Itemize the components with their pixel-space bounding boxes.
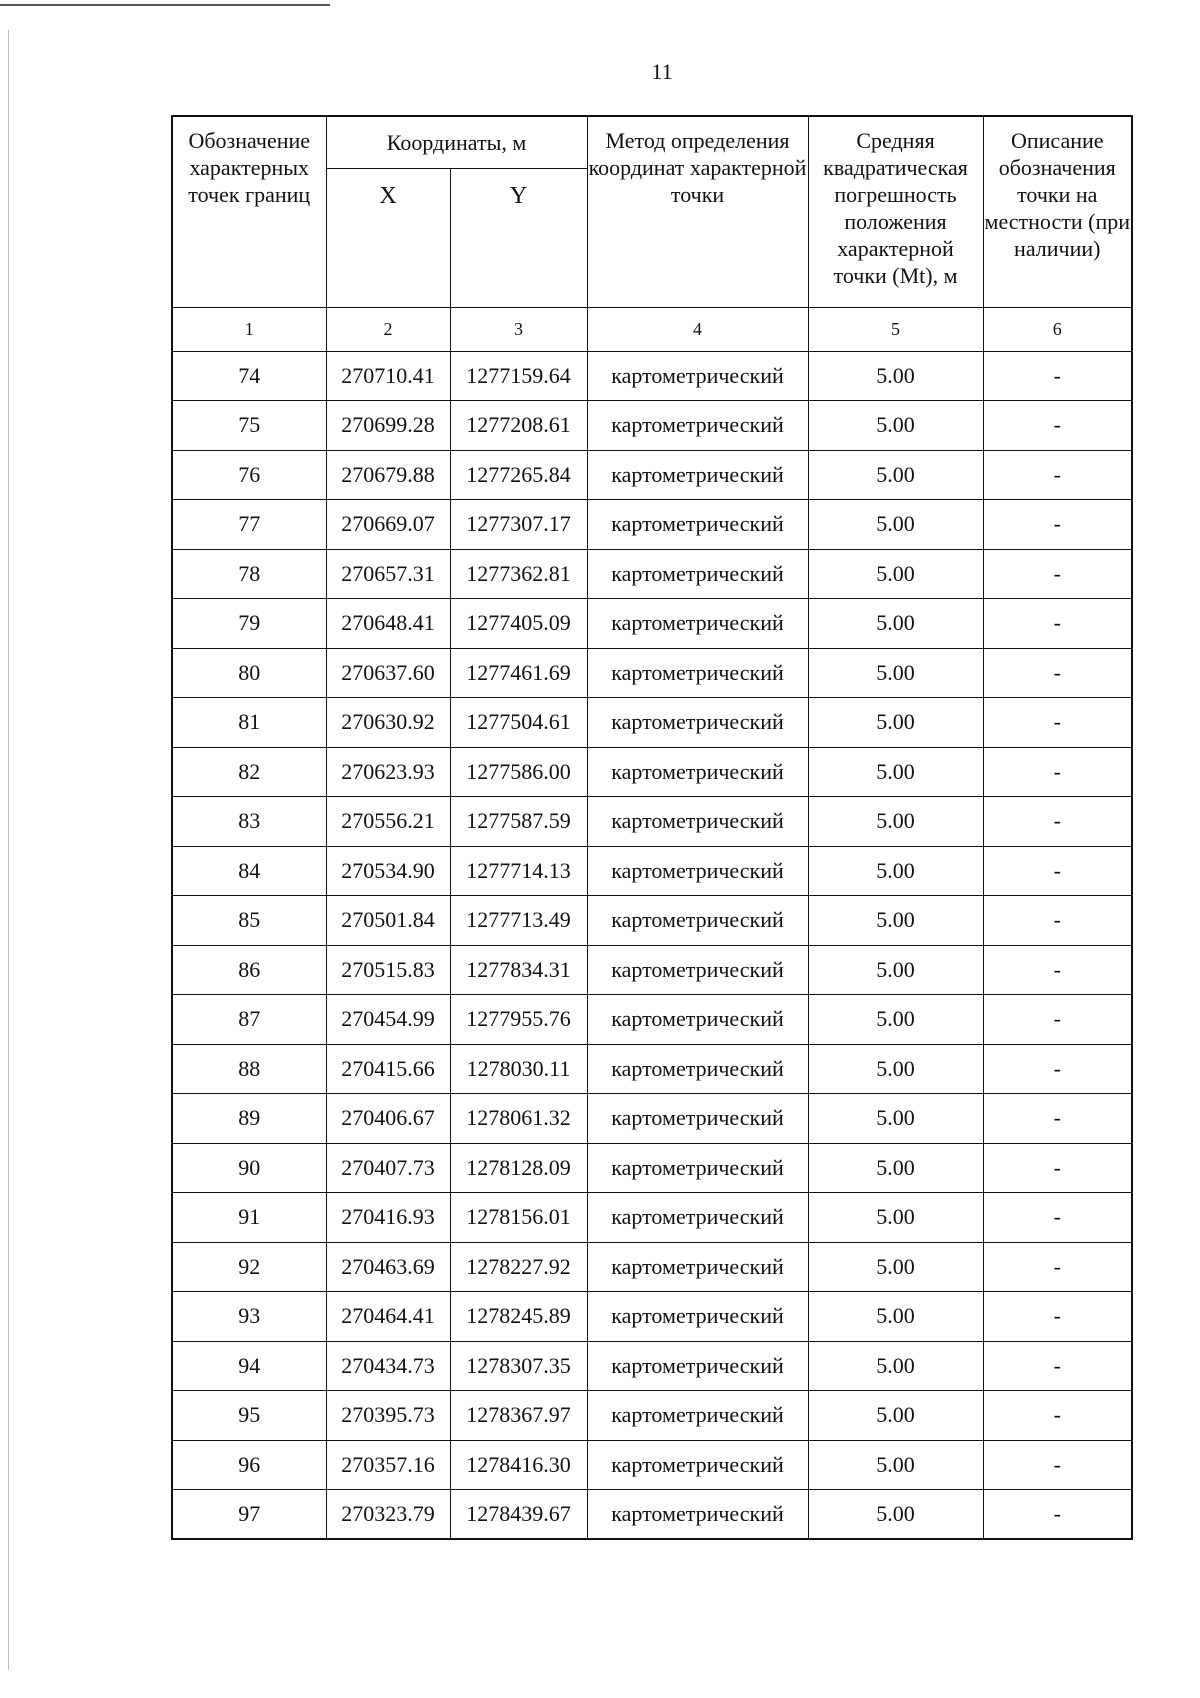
cell-method: картометрический: [587, 1193, 808, 1243]
cell-method: картометрический: [587, 1391, 808, 1441]
column-number: 3: [450, 307, 587, 351]
cell-description: -: [983, 1341, 1132, 1391]
cell-point: 84: [172, 846, 326, 896]
cell-x: 270623.93: [326, 747, 450, 797]
cell-error: 5.00: [808, 1094, 983, 1144]
cell-error: 5.00: [808, 846, 983, 896]
cell-description: -: [983, 351, 1132, 401]
table-row: [172, 1341, 1132, 1391]
cell-point: 96: [172, 1440, 326, 1490]
cell-error: 5.00: [808, 1193, 983, 1243]
cell-y: 1278307.35: [450, 1341, 587, 1391]
cell-error: 5.00: [808, 500, 983, 550]
cell-method: картометрический: [587, 1044, 808, 1094]
cell-method: картометрический: [587, 648, 808, 698]
table-body: [172, 116, 1132, 1539]
cell-x: 270395.73: [326, 1391, 450, 1441]
cell-description: -: [983, 1242, 1132, 1292]
cell-y: 1277504.61: [450, 698, 587, 748]
cell-point: 90: [172, 1143, 326, 1193]
cell-description: -: [983, 1292, 1132, 1342]
cell-y: 1278367.97: [450, 1391, 587, 1441]
column-number: 1: [172, 307, 326, 351]
header-x: X: [326, 168, 450, 307]
table-row: [172, 1391, 1132, 1441]
cell-y: 1278439.67: [450, 1490, 587, 1540]
cell-y: 1278156.01: [450, 1193, 587, 1243]
cell-method: картометрический: [587, 1490, 808, 1540]
cell-description: -: [983, 1490, 1132, 1540]
cell-error: 5.00: [808, 1242, 983, 1292]
cell-x: 270637.60: [326, 648, 450, 698]
cell-point: 95: [172, 1391, 326, 1441]
cell-error: 5.00: [808, 995, 983, 1045]
cell-y: 1277714.13: [450, 846, 587, 896]
cell-x: 270648.41: [326, 599, 450, 649]
cell-y: 1278416.30: [450, 1440, 587, 1490]
table-row: [172, 450, 1132, 500]
table-row: [172, 1193, 1132, 1243]
header-y: Y: [450, 168, 587, 307]
cell-point: 74: [172, 351, 326, 401]
cell-x: 270407.73: [326, 1143, 450, 1193]
cell-error: 5.00: [808, 747, 983, 797]
cell-point: 76: [172, 450, 326, 500]
table-row: [172, 549, 1132, 599]
cell-description: -: [983, 1143, 1132, 1193]
cell-method: картометрический: [587, 401, 808, 451]
cell-y: 1277586.00: [450, 747, 587, 797]
table-row: [172, 995, 1132, 1045]
cell-method: картометрический: [587, 747, 808, 797]
cell-y: 1278128.09: [450, 1143, 587, 1193]
table-row: [172, 648, 1132, 698]
header-method: Метод определения координат характерной точки: [587, 116, 808, 307]
cell-description: -: [983, 1044, 1132, 1094]
cell-error: 5.00: [808, 945, 983, 995]
cell-x: 270416.93: [326, 1193, 450, 1243]
cell-description: -: [983, 1391, 1132, 1441]
table-row: [172, 698, 1132, 748]
cell-method: картометрический: [587, 549, 808, 599]
cell-point: 81: [172, 698, 326, 748]
cell-error: 5.00: [808, 1341, 983, 1391]
cell-y: 1277955.76: [450, 995, 587, 1045]
column-number: 6: [983, 307, 1132, 351]
cell-point: 87: [172, 995, 326, 1045]
cell-description: -: [983, 500, 1132, 550]
cell-method: картометрический: [587, 1292, 808, 1342]
header-description: Описание обозначения точки на местности (при наличии): [983, 116, 1132, 307]
cell-y: 1277461.69: [450, 648, 587, 698]
cell-error: 5.00: [808, 1292, 983, 1342]
cell-method: картометрический: [587, 1094, 808, 1144]
cell-description: -: [983, 698, 1132, 748]
cell-error: 5.00: [808, 797, 983, 847]
cell-point: 92: [172, 1242, 326, 1292]
cell-y: 1277159.64: [450, 351, 587, 401]
table-row: [172, 1490, 1132, 1540]
cell-y: 1277834.31: [450, 945, 587, 995]
table-row: [172, 1143, 1132, 1193]
cell-method: картометрический: [587, 599, 808, 649]
cell-description: -: [983, 450, 1132, 500]
cell-y: 1277405.09: [450, 599, 587, 649]
cell-error: 5.00: [808, 1490, 983, 1540]
table-row: [172, 1242, 1132, 1292]
cell-x: 270669.07: [326, 500, 450, 550]
cell-x: 270679.88: [326, 450, 450, 500]
cell-error: 5.00: [808, 896, 983, 946]
cell-method: картометрический: [587, 351, 808, 401]
cell-x: 270699.28: [326, 401, 450, 451]
cell-method: картометрический: [587, 995, 808, 1045]
table-row: [172, 945, 1132, 995]
table-row: [172, 599, 1132, 649]
cell-method: картометрический: [587, 500, 808, 550]
cell-x: 270710.41: [326, 351, 450, 401]
cell-method: картометрический: [587, 1242, 808, 1292]
cell-description: -: [983, 648, 1132, 698]
scan-margin-line: [8, 30, 9, 1670]
cell-point: 94: [172, 1341, 326, 1391]
cell-x: 270357.16: [326, 1440, 450, 1490]
cell-point: 75: [172, 401, 326, 451]
cell-point: 88: [172, 1044, 326, 1094]
boundary-points-table-wrapper: [171, 115, 1131, 1540]
cell-description: -: [983, 1440, 1132, 1490]
table-row: [172, 351, 1132, 401]
cell-y: 1277362.81: [450, 549, 587, 599]
cell-error: 5.00: [808, 1391, 983, 1441]
cell-error: 5.00: [808, 351, 983, 401]
cell-x: 270454.99: [326, 995, 450, 1045]
table-row: [172, 797, 1132, 847]
cell-description: -: [983, 747, 1132, 797]
cell-point: 78: [172, 549, 326, 599]
cell-x: 270501.84: [326, 896, 450, 946]
cell-y: 1277208.61: [450, 401, 587, 451]
cell-method: картометрический: [587, 1440, 808, 1490]
table-row: [172, 1044, 1132, 1094]
cell-point: 80: [172, 648, 326, 698]
cell-y: 1278030.11: [450, 1044, 587, 1094]
cell-x: 270463.69: [326, 1242, 450, 1292]
cell-error: 5.00: [808, 450, 983, 500]
cell-description: -: [983, 1193, 1132, 1243]
cell-y: 1278245.89: [450, 1292, 587, 1342]
cell-error: 5.00: [808, 1143, 983, 1193]
cell-description: -: [983, 1094, 1132, 1144]
cell-error: 5.00: [808, 1440, 983, 1490]
header-error: Средняя квадратическая погрешность положения характерной точки (Mt), м: [808, 116, 983, 307]
cell-description: -: [983, 549, 1132, 599]
cell-x: 270515.83: [326, 945, 450, 995]
cell-y: 1278061.32: [450, 1094, 587, 1144]
cell-error: 5.00: [808, 599, 983, 649]
table-row: [172, 401, 1132, 451]
cell-point: 83: [172, 797, 326, 847]
cell-x: 270630.92: [326, 698, 450, 748]
cell-description: -: [983, 945, 1132, 995]
table-row: [172, 747, 1132, 797]
cell-method: картометрический: [587, 450, 808, 500]
cell-point: 79: [172, 599, 326, 649]
cell-point: 97: [172, 1490, 326, 1540]
cell-method: картометрический: [587, 846, 808, 896]
header-point-designation: Обозначение характерных точек границ: [172, 116, 326, 307]
cell-x: 270434.73: [326, 1341, 450, 1391]
cell-y: 1277713.49: [450, 896, 587, 946]
cell-error: 5.00: [808, 1044, 983, 1094]
cell-method: картометрический: [587, 945, 808, 995]
cell-x: 270464.41: [326, 1292, 450, 1342]
boundary-points-table: [171, 115, 1133, 1540]
cell-y: 1277587.59: [450, 797, 587, 847]
cell-method: картометрический: [587, 1341, 808, 1391]
cell-method: картометрический: [587, 896, 808, 946]
table-row: [172, 896, 1132, 946]
cell-point: 86: [172, 945, 326, 995]
cell-x: 270323.79: [326, 1490, 450, 1540]
cell-description: -: [983, 995, 1132, 1045]
scan-edge-line: [0, 4, 330, 6]
column-number: 4: [587, 307, 808, 351]
cell-error: 5.00: [808, 401, 983, 451]
cell-description: -: [983, 599, 1132, 649]
cell-x: 270657.31: [326, 549, 450, 599]
cell-method: картометрический: [587, 797, 808, 847]
column-number-row: [172, 307, 1132, 351]
cell-y: 1277307.17: [450, 500, 587, 550]
column-number: 5: [808, 307, 983, 351]
cell-x: 270406.67: [326, 1094, 450, 1144]
cell-point: 91: [172, 1193, 326, 1243]
cell-point: 82: [172, 747, 326, 797]
cell-y: 1278227.92: [450, 1242, 587, 1292]
cell-error: 5.00: [808, 549, 983, 599]
cell-y: 1277265.84: [450, 450, 587, 500]
cell-method: картометрический: [587, 1143, 808, 1193]
cell-description: -: [983, 401, 1132, 451]
cell-x: 270534.90: [326, 846, 450, 896]
cell-description: -: [983, 896, 1132, 946]
cell-point: 85: [172, 896, 326, 946]
table-row: [172, 1094, 1132, 1144]
column-number: 2: [326, 307, 450, 351]
table-row: [172, 846, 1132, 896]
header-coordinates: Координаты, м: [326, 116, 587, 168]
cell-description: -: [983, 797, 1132, 847]
header-row-top: [172, 116, 1132, 168]
cell-error: 5.00: [808, 648, 983, 698]
page-number: 11: [651, 59, 673, 84]
cell-description: -: [983, 846, 1132, 896]
table-row: [172, 1292, 1132, 1342]
cell-x: 270556.21: [326, 797, 450, 847]
cell-point: 93: [172, 1292, 326, 1342]
table-row: [172, 500, 1132, 550]
table-row: [172, 1440, 1132, 1490]
cell-error: 5.00: [808, 698, 983, 748]
cell-method: картометрический: [587, 698, 808, 748]
cell-x: 270415.66: [326, 1044, 450, 1094]
cell-point: 89: [172, 1094, 326, 1144]
cell-point: 77: [172, 500, 326, 550]
